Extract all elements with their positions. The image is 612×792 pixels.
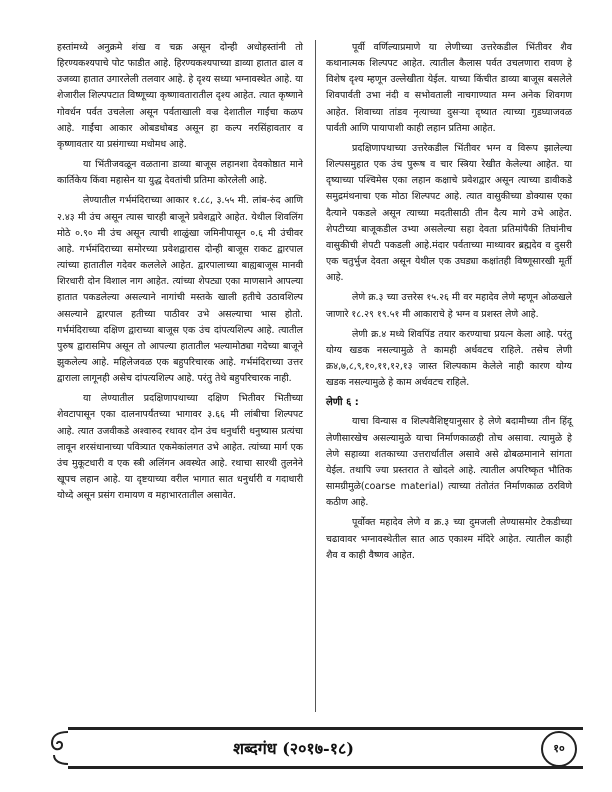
paragraph: प्रदक्षिणापथाच्या उत्तरेकडील भिंतीवर भग्न व विरूप झालेल्या शिल्पसमुहात एक उंच पुरूष व चार स्त्रिया रेखीत केलेल्या आहेत. या दृष्याच्या पश्चिमेस एका लहान कक्षाचे प्रवेशद्वार असून त्याच्या डावीकडे समुद्रमंथनाचा एक मोठा शिल्पपट आहे. त्यात वासुकीच्या डोक्यास एका दैत्याने पकडले असून त्याच्या मदतीसाठी तीन दैत्य मागे उभे आहेत. शेपटीच्या बाजूकडील उभ्या असलेल्या सहा देवता प्रतिमांपैकी तिघांनीच वासुकीची शेपटी पकडली आहे.मंदार पर्वताच्या माथ्यावर ब्रह्मदेव व दुसरी एक चतुर्भुज देवता असून येथील एक उघड्या कक्षांतही विष्णूसारखी मूर्ती आहे.: [326, 142, 572, 284]
paragraph: या भिंतीजवळून वळताना डाव्या बाजूस लहानशा देवकोष्ठात माने कार्तिकेय किंवा महासेन या युद्ध देवतांची प्रतिमा कोरलेली आहे.: [57, 159, 303, 187]
paragraph: पूर्वोक्त महादेव लेणे व क्र.३ च्या दुमजली लेण्यासमोर टेकडीच्या चढावावर भग्नावस्थेतील सात आठ एकाश्म मंदिरे आहेत. त्यातील काही शैव व काही वैष्णव आहेत.: [326, 517, 572, 561]
footer-title: शब्दगंध (२०१७-१८): [233, 739, 354, 758]
page-footer: [48, 727, 583, 773]
footer-rule-bottom: [68, 766, 583, 769]
paragraph: याचा विन्यास व शिल्पवैशिष्ट्यानुसार हे लेणे बदामीच्या तीन हिंदू लेणीसारखेच असल्यामुळे याचा निर्माणकाळही तोच असावा. त्यामुळे हे लेणे सहाव्या शतकाच्या उत्तरार्धातील असावे असे ढोबळमानाने सांगता येईल. तथापि ज्या प्रस्तरात ते खोदले आहे. त्यातील अपरिष्कृत भौतिक सामग्रीमुळे(coarse material) त्याच्या तंतोतंत निर्माणकाळ ठरविणे कठीण आहे.: [326, 416, 572, 509]
paragraph: लेणी क्र.४ मध्ये शिवपिंड तयार करण्याचा प्रयत्न केला आहे. परंतु योग्य खडक नसल्यामुळे ते कामही अर्धवटच राहिले. तसेच लेणी क्र४,७,८,९,१०,११,१२,१३ जास्त शिल्पकाम केलेले नाही कारण योग्य खडक नसल्यामुळे हे काम अर्धवटच राहिले.: [326, 328, 572, 389]
paragraph: या लेण्यातील प्रदक्षिणापथाच्या दक्षिण भितीवर भितीच्या शेवटापासून एका दालनापर्यंतच्या भागावर ३.६६ मी लांबीचा शिल्पपट आहे. त्यात उजवीकडे अश्वारुद रथावर दोन उंच धनुर्धारी धनुष्यास प्रत्यंचा लावून शरसंधानाच्या पवित्र्यात एकमेकांलगत उभे आहेत. त्यांच्या मार्ग एक उंच मुकूटधारी व एक स्त्री अलिंगन अवस्थेत आहे. रथाचा सारथी तुलनेने खूपच लहान आहे. या दृष्टयाच्या वरील भागात सात धनुर्धारी व गदाधारी योध्दे असून प्रसंग रामायण व महाभारतातील असावेत.: [57, 393, 303, 502]
right-column: [326, 40, 572, 568]
page-number: १०: [541, 731, 577, 767]
left-column: [57, 40, 303, 508]
footer-rule-top: [68, 727, 583, 730]
paragraph: पूर्वी वर्णिल्याप्रमाणे या लेणीच्या उत्तरेकडील भिंतीवर शैव कथानात्मक शिल्पपट आहेत. त्यातील कैलास पर्वत उचलणारा रावण हे विशेष दृश्य म्हणून उल्लेखीता येईल. याच्या किंचीत डाव्या बाजूस बसलेले शिवपार्वती उभा नंदी व सभोवताली नाचगाण्यात मग्न अनेक शिवगण आहेत. शिवाच्या तांडव नृत्याच्या दुसऱ्या दृष्यात त्याच्या गुडघ्याजवळ पार्वती आणि पायापाशी काही लहान प्रतिमा आहेत.: [326, 42, 572, 134]
paragraph: लेण्यातील गर्भमंदिराच्या आकार १.८८, ३.५५ मी. लांब-रुंद आणि २.४३ मी उंच असून त्यास चारही बाजूने प्रवेशद्वारे आहेत. येथील शिवलिंग मोठे ०.९० मी उंच असून त्याची शाळुंखा जमिनीपासून ०.६ मी उंचीवर आहे. गर्भमंदिराच्या समोरच्या प्रवेशद्वारास दोन्ही बाजूस राकट द्वारपाल त्यांच्या हातातील गदेवर कललेले आहेत. द्वारपालाच्या बाह्यबाजूस मानवी शिरधारी दोन विशाल नाग आहेत. त्यांच्या शेपट्या एका माणसाने आपल्या हातात पकडलेल्या असल्याने नागांची मस्तके खाली हतीचे उठावशिल्प असल्याने द्वारपाल हतीच्या पाठीवर उभे असल्याचा भास होतो. गर्भमंदिराच्या दक्षिण द्वाराच्या बाजूस एक उंच दांपत्यशिल्प आहे. त्यातील पुरुष द्वारासमिप असून तो आपल्या हातातील भल्यामोठ्या गदेच्या बाजूने झुकलेल्य आहे. महिलेजवळ एक बहुपरिचारक आहे. गर्भमंदिराच्या उत्तर द्वाराला लागूनही असेच दांपत्यशिल्प आहे. परंतु तेथे बहुपरिचारक नाही.: [57, 195, 303, 385]
paragraph: हस्तांमध्ये अनुक्रमे शंख व चक्र असून दोन्ही अधोहस्तांनी तो हिरण्यकश्यपाचे पोट फाडीत आहे. हिरण्यकश्यपाच्या डाव्या हातात ढाल व उजव्या हातात उगारलेली तलवार आहे. हे दृश्य सध्या भग्नावस्थेत आहे. या शेजारील शिल्पपटात विष्णूच्या कृष्णावतारातील दृश्य आहेत. त्यात कृष्णाने गोवर्धन पर्वत उचलेला असून पर्वताखाली वज्र देशातील गाईंचा कळप आहे. गाईंचा आकार ओबडधोबड असून हा कल्प नरसिंहावतार व कृष्णावतार या प्रसंगाच्या मधोमध आहे.: [57, 42, 303, 150]
column-divider: [315, 40, 316, 712]
section-heading: लेणी ६ :: [326, 397, 359, 409]
paragraph: लेणे क्र.३ च्या उत्तरेस १५.२६ मी वर महादेव लेणे म्हणून ओळखले जाणारे १८.२९ १९.५१ मी आकाराचे हे भग्न व प्रशस्त लेणे आहे.: [326, 292, 572, 320]
